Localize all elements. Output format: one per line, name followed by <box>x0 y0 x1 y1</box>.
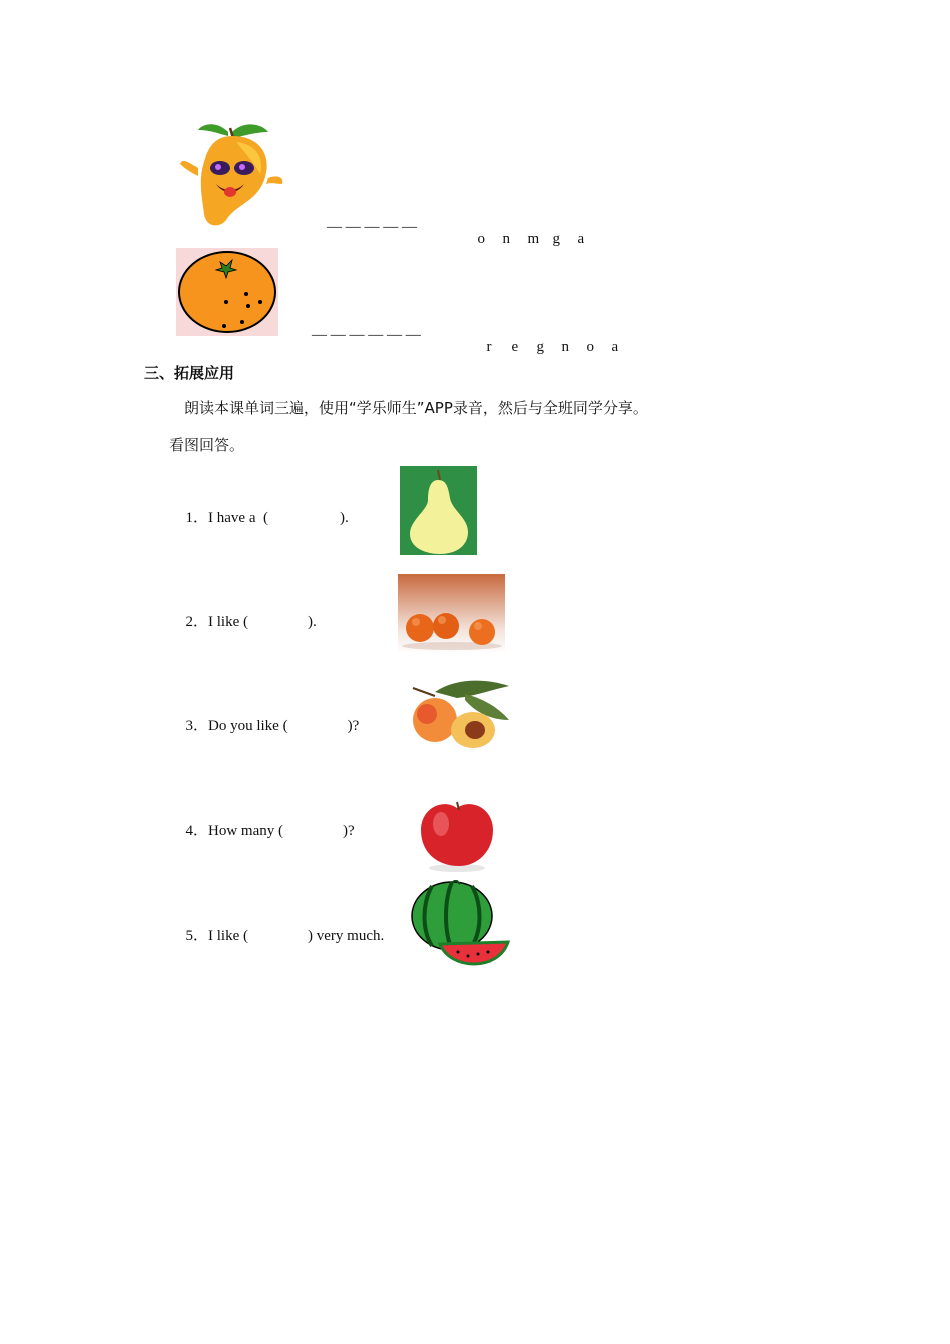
letter: r <box>486 339 492 355</box>
section-heading: 三、拓展应用 <box>144 364 235 382</box>
pear-icon <box>400 466 477 555</box>
scrambled-letters-2 <box>479 322 637 356</box>
letter: o <box>477 231 485 247</box>
letter: a <box>577 231 585 247</box>
question-number: 4． <box>185 823 209 839</box>
letter: a <box>611 339 619 355</box>
oranges-picture <box>398 574 505 654</box>
question-4 <box>178 804 355 840</box>
letter: n <box>561 339 569 355</box>
question-3 <box>178 699 359 735</box>
question-text-after: )? <box>347 718 360 734</box>
question-1 <box>178 491 349 527</box>
spelling-blanks-2: __ __ __ __ __ __ <box>312 322 421 338</box>
question-text-after: ). <box>308 614 317 630</box>
letter: g <box>552 231 560 247</box>
question-number: 2． <box>185 614 209 630</box>
orange-picture <box>176 248 278 336</box>
orange-icon <box>176 248 278 336</box>
question-text-after: )? <box>343 823 355 839</box>
pear-picture <box>400 466 477 555</box>
mango-picture <box>176 118 288 230</box>
question-text-before: How many ( <box>208 823 284 839</box>
question-text-before: I like ( <box>208 928 248 944</box>
section-instruction: 朗读本课单词三遍，使用“学乐师生”APP录音，然后与全班同学分享。 <box>184 399 648 417</box>
scrambled-letters-1 <box>470 214 603 248</box>
watermelon-icon <box>410 880 510 972</box>
question-number: 1． <box>185 510 209 526</box>
letter: o <box>586 339 594 355</box>
question-number: 5． <box>185 928 209 944</box>
question-5 <box>178 909 384 945</box>
watermelon-picture <box>410 880 510 972</box>
peach-icon <box>405 676 513 754</box>
question-2 <box>178 595 317 631</box>
letter: m <box>527 231 540 247</box>
peach-picture <box>405 676 513 754</box>
letter: e <box>511 339 519 355</box>
question-number: 3． <box>185 718 209 734</box>
question-text-before: I have a ( <box>208 510 268 526</box>
spelling-blanks-1: __ __ __ __ __ <box>327 214 417 230</box>
section-subheading: 看图回答。 <box>169 436 245 454</box>
question-text-before: I like ( <box>208 614 248 630</box>
question-text-after: ). <box>339 510 349 526</box>
question-text-after: ) very much. <box>308 928 385 944</box>
letter: g <box>536 339 544 355</box>
mango-icon <box>176 118 288 230</box>
apple-picture <box>417 794 497 874</box>
oranges-icon <box>398 574 505 654</box>
apple-icon <box>417 794 497 874</box>
question-text-before: Do you like ( <box>208 718 288 734</box>
letter: n <box>502 231 510 247</box>
